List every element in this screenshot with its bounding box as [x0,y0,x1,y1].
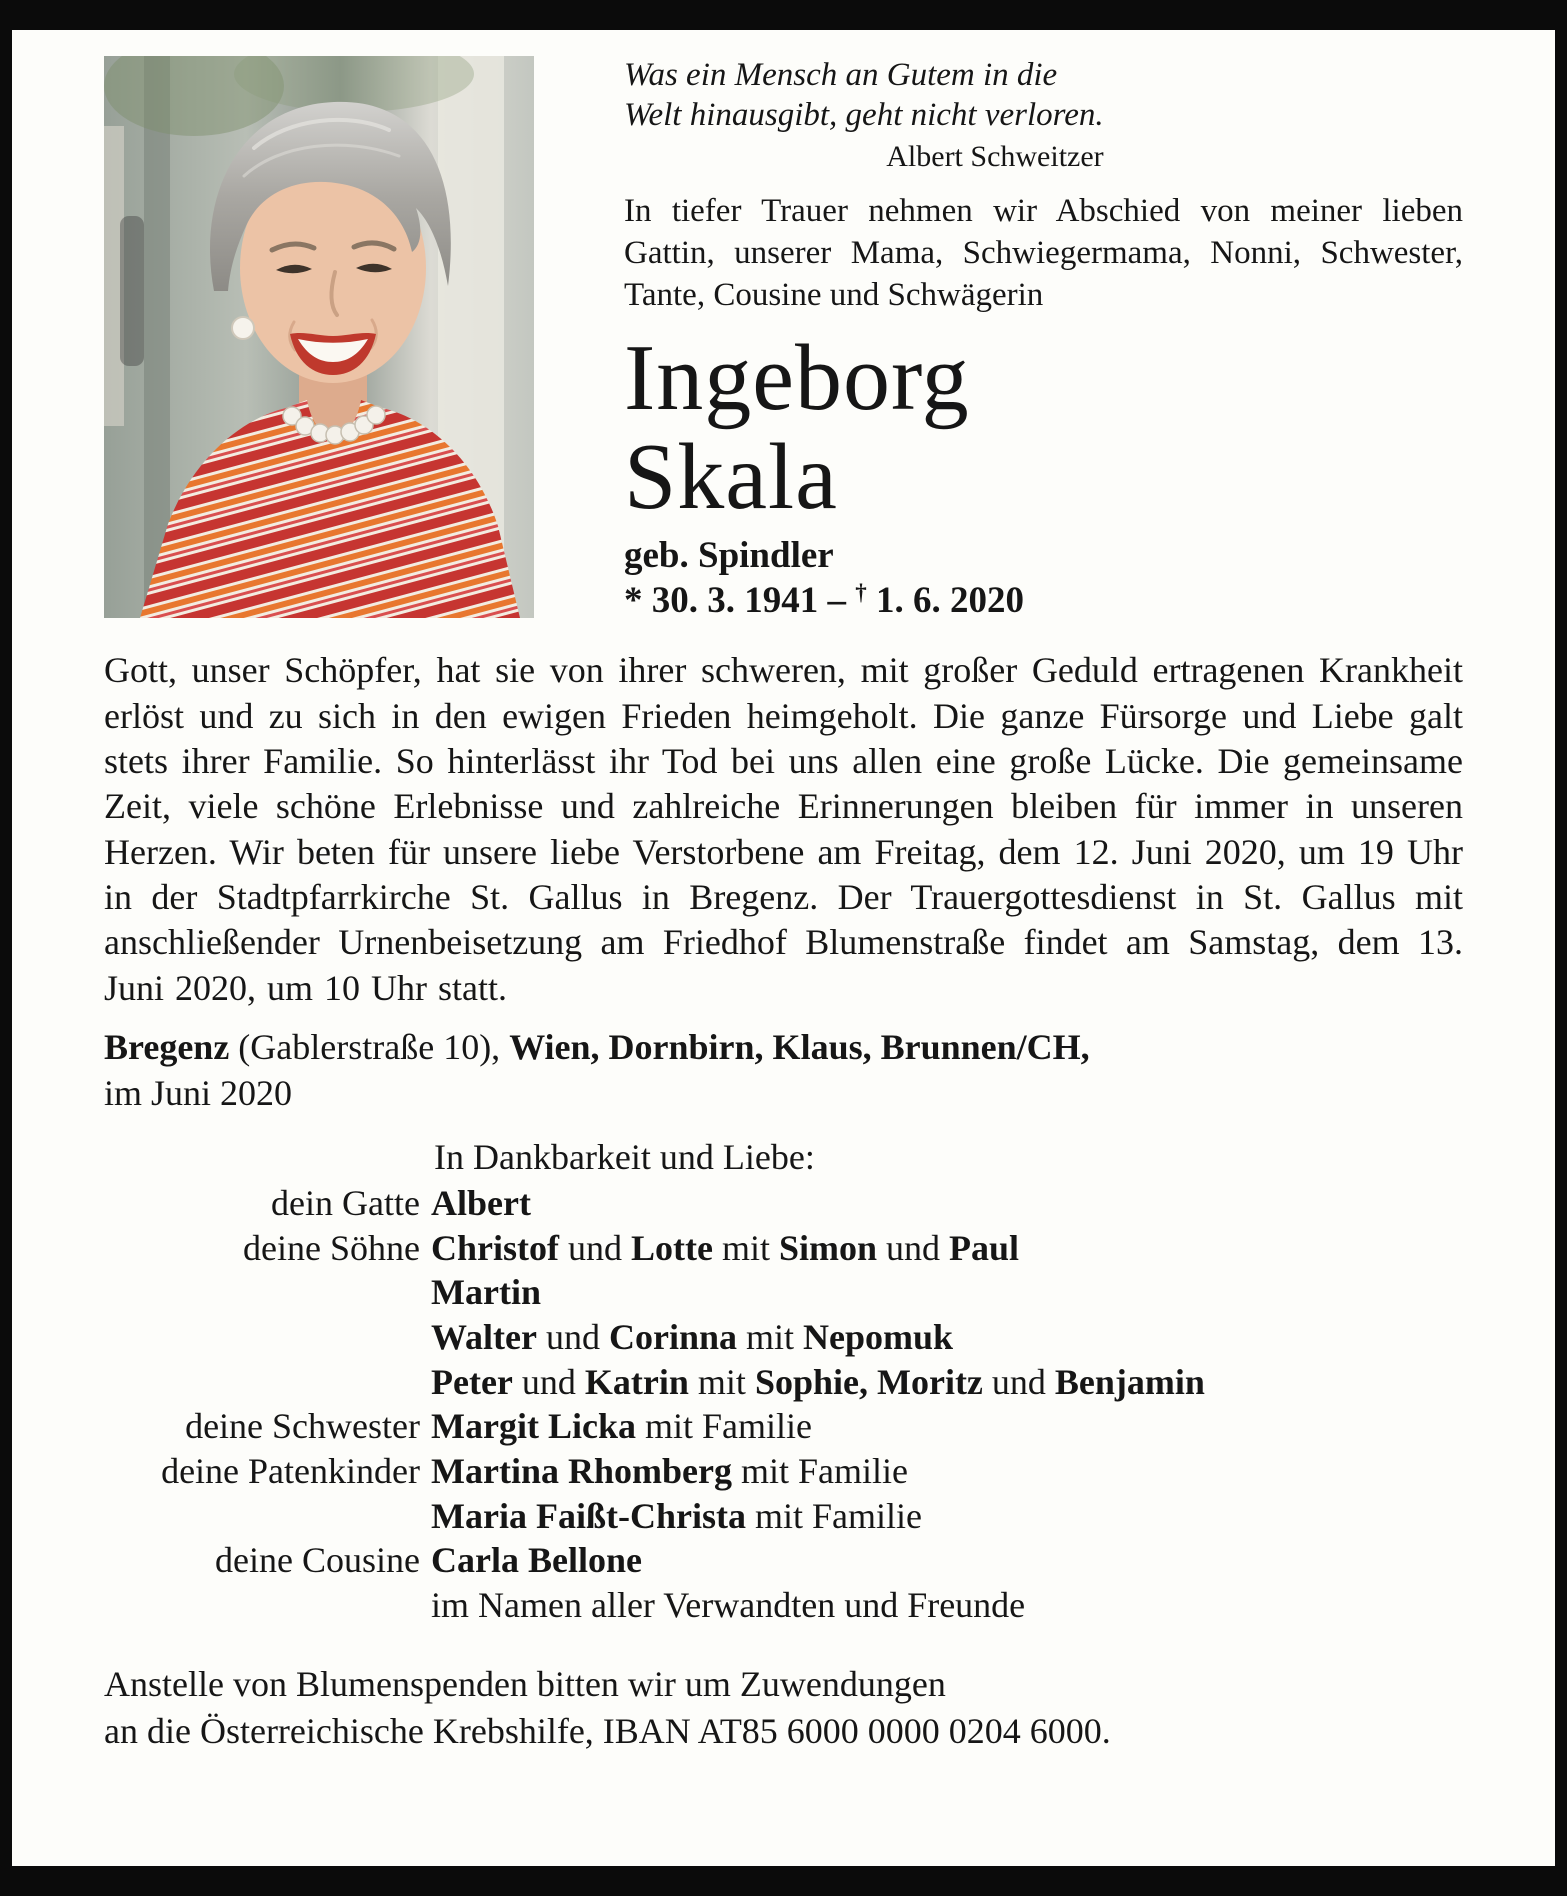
family-member-name: Benjamin [1054,1361,1205,1402]
family-member-name: Corinna [608,1317,737,1358]
family-member-name: Nepomuk [803,1317,954,1358]
donation-line-2: an die Österreichische Krebshilfe, IBAN AT85 6000 0000 0204 6000. [104,1710,1111,1751]
family-role-label [104,1315,420,1360]
family-connector-text: und [877,1227,950,1268]
family-row [104,1181,1463,1226]
birth-date: 30. 3. 1941 [651,580,819,622]
family-member-name: Peter [431,1361,513,1402]
family-names [420,1315,953,1360]
death-date: 1. 6. 2020 [875,580,1024,622]
family-row [104,1494,1463,1539]
family-member-name: Albert [431,1183,531,1224]
portrait-photo-art [104,56,534,618]
family-member-name: Christof [431,1227,559,1268]
family-role-label: dein Gatte [271,1183,420,1224]
life-dates [624,579,1463,622]
family-connector-text: mit [737,1317,804,1358]
family-role-label: deine Patenkinder [161,1450,420,1491]
intro-paragraph: In tiefer Trauer nehmen wir Abschied von meiner lieben Gattin, unserer Mama, Schwiegermama, Nonni, Schwester, Tante, Cousine und Schwägerin [624,193,1463,313]
header-section [104,56,1463,622]
location-date: im Juni 2020 [104,1072,293,1113]
family-names [420,1404,812,1449]
family-member-name: Margit Licka [431,1406,636,1447]
locations-line [104,1025,1463,1116]
deceased-name [624,325,1463,529]
quote-line-2: Welt hinausgibt, geht nicht verloren. [624,96,1104,133]
family-row [104,1538,1463,1583]
family-names [420,1181,531,1226]
family-names [420,1449,908,1494]
dates-separator: – [827,580,846,622]
family-connector-text: und [512,1361,585,1402]
family-member-name: Walter [431,1317,537,1358]
family-role-label: deine Schwester [185,1406,420,1447]
family-list [104,1181,1463,1627]
family-names [420,1538,642,1583]
family-role-label [104,1270,420,1315]
location-city: Bregenz [104,1027,230,1068]
donation-line-1: Anstelle von Blumenspenden bitten wir um Zuwendungen [104,1664,946,1705]
death-symbol: † [855,579,867,605]
family-connector-text: mit Familie [745,1495,922,1536]
family-role-label [104,1583,420,1628]
family-role-label [104,1494,420,1539]
quote-attribution: Albert Schweitzer [886,140,1104,174]
family-connector-text: mit [688,1361,755,1402]
family-names [420,1226,1019,1271]
family-member-name: Simon [778,1227,878,1268]
family-member-name: Martin [431,1272,541,1313]
family-row [104,1360,1463,1405]
maiden-name: geb. Spindler [624,535,834,577]
family-row [104,1449,1463,1494]
family-member-name: Lotte [631,1227,713,1268]
family-row [104,1315,1463,1360]
deceased-first-name: Ingeborg [624,325,970,430]
family-member-name: Katrin [584,1361,689,1402]
header-text-column [624,56,1463,622]
family-member-name: Carla Bellone [431,1540,642,1581]
family-row [104,1270,1463,1315]
family-row [104,1583,1463,1628]
location-address: (Gablerstraße 10), [238,1027,501,1068]
deceased-last-name: Skala [624,424,838,529]
main-text: Gott, unser Schöpfer, hat sie von ihrer schweren, mit großer Geduld ertragenen Krankheit erlöst und zu sich in den ewigen Frieden heimgeholt. Die ganze Fürsorge und Liebe galt stets ihrer Familie. So hinterlässt ihr Tod bei uns allen eine große Lücke. Die gemeinsame Zeit, viele schöne Erlebnisse und zahlreiche Erinnerungen bleiben für immer in unseren Herzen. Wir beten für unsere liebe Verstorbene am Freitag, dem 12. Juni 2020, um 19 Uhr in der Stadtpfarrkirche St. Gallus in Bregenz. Der Trauergottesdienst in St. Gallus mit anschließender Urnenbeisetzung am Friedhof Blumenstraße findet am Samstag, dem 13. Juni 2020, um 10 Uhr statt. [104,650,1463,1008]
family-member-name: Martina Rhomberg [431,1450,732,1491]
family-member-name: Paul [949,1227,1020,1268]
family-connector-text: mit [712,1227,779,1268]
family-member-name: Sophie, Moritz [754,1361,983,1402]
family-names [420,1360,1205,1405]
family-role-label: deine Cousine [215,1540,420,1581]
family-names [420,1494,922,1539]
family-role-label: deine Söhne [243,1227,420,1268]
gratitude-heading: In Dankbarkeit und Liebe: [434,1136,815,1177]
family-connector-text: mit Familie [731,1450,908,1491]
family-row [104,1226,1463,1271]
family-member-name: Maria Faißt-Christa [431,1495,746,1536]
family-connector-text: im Namen aller Verwandten und Freunde [431,1584,1026,1625]
family-connector-text: und [559,1227,631,1268]
family-names [420,1583,1025,1628]
family-names [420,1270,541,1315]
donation-note [104,1661,1463,1753]
quote-block [624,56,1104,175]
birth-symbol: * [624,580,643,622]
family-connector-text: und [982,1361,1055,1402]
family-role-label [104,1360,420,1405]
family-connector-text: mit Familie [635,1406,812,1447]
family-row [104,1404,1463,1449]
location-other-cities: Wien, Dornbirn, Klaus, Brunnen/CH, [509,1027,1090,1068]
family-connector-text: und [536,1317,609,1358]
quote-line-1: Was ein Mensch an Gutem in die [624,57,1058,93]
portrait-photo [104,56,534,618]
